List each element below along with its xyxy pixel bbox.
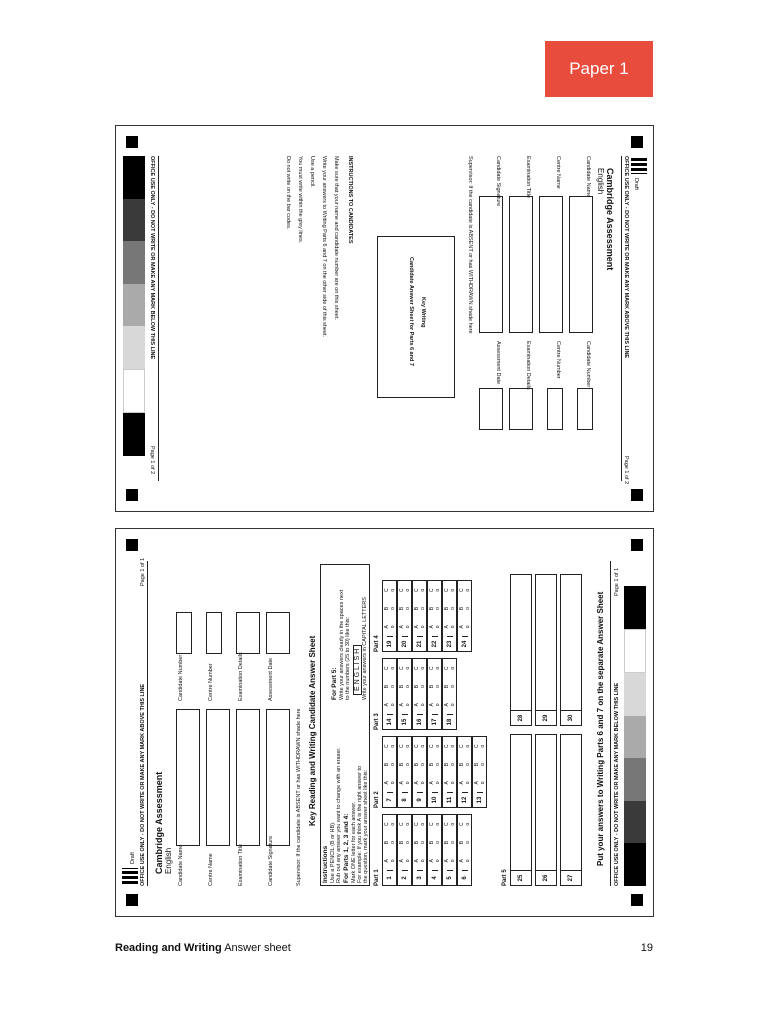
- answer-option-a[interactable]: A o: [398, 781, 411, 785]
- question-number: 7: [387, 792, 393, 807]
- supervisor-note: Supervisor: If the candidate is ABSENT or has WITHDRAWN shade here: [467, 156, 473, 334]
- calibration-bar: [624, 629, 646, 674]
- footer-title: Reading and Writing: [115, 942, 222, 954]
- signature-label: Candidate Signature: [268, 835, 274, 886]
- parts-1234-text: Mark ONE letter for each answer.: [351, 801, 357, 883]
- answer-option-c[interactable]: C o: [383, 588, 396, 592]
- instructions-title: Instructions: [322, 845, 329, 883]
- answer-row: [442, 736, 457, 808]
- part5-row[interactable]: [560, 574, 582, 726]
- exam-details-field[interactable]: [509, 388, 533, 430]
- answer-option-b[interactable]: B o: [413, 684, 426, 689]
- answer-option-a[interactable]: A o: [413, 703, 426, 707]
- part5-title: For Part 5:: [331, 667, 338, 700]
- answer-row: [442, 814, 457, 886]
- part-3-label: Part 3: [374, 713, 380, 730]
- answer-row: [397, 736, 412, 808]
- parts-1234-text: For example: If you think A is the right answer to: [357, 765, 363, 883]
- answer-option-b[interactable]: B o: [443, 684, 456, 689]
- answer-row: [427, 658, 442, 730]
- answer-option-c[interactable]: C o: [383, 666, 396, 670]
- answer-option-c[interactable]: C o: [413, 666, 426, 670]
- answer-row: [457, 580, 472, 652]
- draft-label: Draft: [130, 852, 136, 864]
- answer-option-a[interactable]: A o: [398, 625, 411, 629]
- example-word: E N G L I S H: [353, 645, 362, 695]
- page-bottom: Page 1 of 1: [614, 567, 620, 596]
- question-number: 8: [402, 792, 408, 807]
- page-footer: [115, 942, 653, 954]
- answer-option-b[interactable]: B o: [458, 762, 471, 767]
- answer-option-b[interactable]: B o: [458, 840, 471, 845]
- exam-details-field[interactable]: [236, 612, 260, 654]
- answer-row: [382, 814, 397, 886]
- answer-row: [382, 580, 397, 652]
- part5-row[interactable]: [535, 574, 557, 726]
- answer-option-b[interactable]: B o: [383, 840, 396, 845]
- answer-option-c[interactable]: C o: [383, 744, 396, 748]
- brand-title: Cambridge Assessment: [154, 771, 164, 874]
- candidate-number-field[interactable]: [577, 388, 593, 430]
- page-of: Page 1 of 2: [623, 456, 629, 485]
- answer-option-a[interactable]: A o: [458, 781, 471, 785]
- answer-option-c[interactable]: C o: [398, 666, 411, 670]
- question-number: 18: [447, 714, 453, 729]
- answer-row: [412, 658, 427, 730]
- answer-option-c[interactable]: C o: [458, 744, 471, 748]
- centre-name-label: Centre Name: [208, 853, 214, 886]
- question-number: 23: [447, 636, 453, 651]
- candidate-number-label: Candidate Number: [585, 341, 591, 388]
- part5-row[interactable]: [560, 734, 582, 886]
- parts-1234-title: For Parts 1, 2, 3 and 4:: [343, 813, 350, 883]
- office-top-line: OFFICE USE ONLY - DO NOT WRITE OR MAKE ANY MARK ABOVE THIS LINE: [623, 156, 629, 359]
- centre-number-field[interactable]: [206, 612, 222, 654]
- answer-option-b[interactable]: B o: [413, 762, 426, 767]
- exam-details-label: Examination Details: [238, 652, 244, 701]
- part-2-label: Part 2: [374, 791, 380, 808]
- question-number: 3: [417, 870, 423, 885]
- answer-option-b[interactable]: B o: [473, 762, 486, 767]
- answer-row: [397, 658, 412, 730]
- question-number: 10: [432, 792, 438, 807]
- answer-option-c[interactable]: C o: [383, 822, 396, 826]
- assessment-date-label: Assessment Date: [495, 341, 501, 385]
- part-5-label: Part 5: [502, 869, 508, 886]
- calibration-bar: [624, 758, 646, 801]
- answer-option-a[interactable]: A o: [428, 703, 441, 707]
- answer-option-a[interactable]: A o: [428, 859, 441, 863]
- part5-text: Write your answers clearly in the spaces next: [339, 589, 345, 700]
- question-number: 20: [402, 636, 408, 651]
- answer-option-c[interactable]: C o: [443, 666, 456, 670]
- office-bottom-line: OFFICE USE ONLY - DO NOT WRITE OR MAKE ANY MARK BELOW THIS LINE: [614, 682, 620, 886]
- question-number: 13: [477, 792, 483, 807]
- question-number: 22: [432, 636, 438, 651]
- office-top-line: OFFICE USE ONLY - DO NOT WRITE OR MAKE ANY MARK ABOVE THIS LINE: [140, 683, 146, 886]
- answer-option-b[interactable]: B o: [398, 606, 411, 611]
- answer-row: [382, 736, 397, 808]
- question-number: 5: [447, 870, 453, 885]
- candidate-name-label: Candidate Name: [178, 844, 184, 886]
- centre-number-label: Centre Number: [555, 341, 561, 379]
- answer-option-b[interactable]: B o: [428, 840, 441, 845]
- answer-option-b[interactable]: B o: [443, 840, 456, 845]
- answer-row: [382, 658, 397, 730]
- answer-option-a[interactable]: A o: [413, 625, 426, 629]
- part5-row[interactable]: [510, 574, 532, 726]
- answer-option-a[interactable]: A o: [383, 781, 396, 785]
- assessment-date-field[interactable]: [266, 612, 290, 654]
- answer-row: [412, 814, 427, 886]
- exam-title-field[interactable]: [509, 196, 533, 333]
- part5-row[interactable]: [510, 734, 532, 886]
- part5-text: to the numbers (25 to 30) like this:: [345, 616, 351, 700]
- calibration-bar: [123, 326, 145, 369]
- centre-number-field[interactable]: [547, 388, 563, 430]
- answer-row: [457, 736, 472, 808]
- answer-option-a[interactable]: A o: [398, 703, 411, 707]
- question-number: 11: [447, 792, 453, 807]
- answer-option-c[interactable]: C o: [398, 744, 411, 748]
- question-number: 2: [402, 870, 408, 885]
- answer-option-a[interactable]: A o: [383, 859, 396, 863]
- exam-title-label: Examination Title: [238, 844, 244, 886]
- signature-field[interactable]: [479, 196, 503, 333]
- question-number: 4: [432, 870, 438, 885]
- office-bottom-line: OFFICE USE ONLY - DO NOT WRITE OR MAKE ANY MARK BELOW THIS LINE: [149, 156, 155, 360]
- answer-option-b[interactable]: B o: [383, 606, 396, 611]
- answer-option-b[interactable]: B o: [443, 606, 456, 611]
- calibration-bar: [123, 369, 145, 414]
- question-number: 28: [511, 710, 531, 725]
- page-bottom: Page 1 of 2: [149, 446, 155, 475]
- calibration-bar: [123, 413, 145, 456]
- instruction-1: Use a PENCIL (B or HB).: [330, 821, 336, 883]
- candidate-number-label: Candidate Number: [178, 654, 184, 701]
- question-number: 17: [432, 714, 438, 729]
- answer-option-c[interactable]: C o: [428, 666, 441, 670]
- question-number: 16: [417, 714, 423, 729]
- signature-label: Candidate Signature: [495, 156, 501, 207]
- answer-row: [457, 814, 472, 886]
- answer-option-c[interactable]: C o: [428, 588, 441, 592]
- answer-row: [412, 736, 427, 808]
- instruction-5: Do not write on the bar codes.: [285, 156, 291, 230]
- calibration-bar: [123, 284, 145, 327]
- answer-sheet-writing: [115, 125, 654, 512]
- answer-option-b[interactable]: B o: [413, 840, 426, 845]
- answer-option-a[interactable]: A o: [428, 625, 441, 629]
- part-4-label: Part 4: [374, 635, 380, 652]
- box-subtitle: Candidate Answer Sheet for Parts 6 and 7: [408, 257, 414, 366]
- instructions-box: [320, 564, 370, 886]
- answer-option-c[interactable]: C o: [398, 588, 411, 592]
- sheet-title: Key Reading and Writing Candidate Answer Sheet: [308, 635, 317, 826]
- answer-sheet-reading: [115, 528, 654, 917]
- question-number: 9: [417, 792, 423, 807]
- calibration-bar: [624, 801, 646, 844]
- parts-1234-text: the question, mark your answer sheet like this:: [363, 769, 369, 883]
- centre-number-label: Centre Number: [208, 663, 214, 701]
- question-number: 27: [561, 870, 581, 885]
- answer-row: [442, 658, 457, 730]
- answer-option-a[interactable]: A o: [443, 625, 456, 629]
- answer-option-a[interactable]: A o: [473, 781, 486, 785]
- answer-option-b[interactable]: B o: [383, 684, 396, 689]
- capital-letters-note: Write your answers in CAPITAL LETTERS: [362, 597, 368, 700]
- answer-option-c[interactable]: C o: [443, 822, 456, 826]
- instruction-3: Use a pencil.: [309, 156, 315, 188]
- answer-option-b[interactable]: B o: [413, 606, 426, 611]
- answer-option-b[interactable]: B o: [428, 606, 441, 611]
- answer-option-c[interactable]: C o: [413, 588, 426, 592]
- instruction-2: Rub out any answer you want to change with an eraser.: [336, 747, 342, 883]
- footer-subtitle: Answer sheet: [224, 942, 291, 954]
- answer-option-a[interactable]: A o: [398, 859, 411, 863]
- candidate-name-field[interactable]: [176, 709, 200, 846]
- instruction-2: Write your answers to Writing Parts 6 and 7 on the other side of this sheet.: [321, 156, 327, 338]
- calibration-bar: [624, 716, 646, 759]
- assessment-date-field[interactable]: [479, 388, 503, 430]
- calibration-bar: [624, 586, 646, 629]
- answer-option-c[interactable]: C o: [473, 744, 486, 748]
- question-number: 26: [536, 870, 556, 885]
- brand-title: Cambridge Assessment: [605, 168, 615, 271]
- calibration-bar: [123, 241, 145, 284]
- question-number: 25: [511, 870, 531, 885]
- answer-option-c[interactable]: C o: [443, 588, 456, 592]
- question-number: 19: [387, 636, 393, 651]
- answer-option-a[interactable]: A o: [443, 781, 456, 785]
- answer-option-b[interactable]: B o: [428, 684, 441, 689]
- answer-option-a[interactable]: A o: [413, 781, 426, 785]
- title-box: [377, 236, 455, 398]
- candidate-name-label: Candidate Name: [585, 156, 591, 198]
- answer-option-c[interactable]: C o: [413, 744, 426, 748]
- answer-option-a[interactable]: A o: [413, 859, 426, 863]
- answer-option-c[interactable]: C o: [428, 822, 441, 826]
- qr-code-icon: [122, 868, 138, 884]
- answer-option-c[interactable]: C o: [428, 744, 441, 748]
- answer-option-c[interactable]: C o: [443, 744, 456, 748]
- answer-option-b[interactable]: B o: [383, 762, 396, 767]
- instruction-1: Make sure that your name and candidate number are on this sheet.: [333, 156, 339, 320]
- answer-option-a[interactable]: A o: [428, 781, 441, 785]
- answer-row: [397, 580, 412, 652]
- calibration-bar: [123, 199, 145, 242]
- exam-title-label: Examination Title: [525, 156, 531, 198]
- question-number: 21: [417, 636, 423, 651]
- instructions-title: INSTRUCTIONS TO CANDIDATES: [347, 156, 353, 244]
- answer-option-c[interactable]: C o: [458, 588, 471, 592]
- answer-option-a[interactable]: A o: [383, 703, 396, 707]
- question-number: 6: [462, 870, 468, 885]
- draft-label: Draft: [633, 178, 639, 190]
- answer-option-a[interactable]: A o: [443, 703, 456, 707]
- question-number: 1: [387, 870, 393, 885]
- centre-name-field[interactable]: [206, 709, 230, 846]
- assessment-date-label: Assessment Date: [268, 657, 274, 701]
- answer-option-b[interactable]: B o: [428, 762, 441, 767]
- answer-option-b[interactable]: B o: [458, 606, 471, 611]
- question-number: 30: [561, 710, 581, 725]
- calibration-bar: [624, 673, 646, 716]
- centre-name-field[interactable]: [539, 196, 563, 333]
- answer-option-b[interactable]: B o: [443, 762, 456, 767]
- paper-tab: Paper 1: [545, 41, 653, 97]
- answer-option-c[interactable]: C o: [413, 822, 426, 826]
- question-number: 29: [536, 710, 556, 725]
- answer-option-b[interactable]: B o: [398, 684, 411, 689]
- brand-subtitle: English: [164, 847, 173, 874]
- answer-option-c[interactable]: C o: [458, 822, 471, 826]
- signature-field[interactable]: [266, 709, 290, 846]
- answer-row: [412, 580, 427, 652]
- page-of: Page 1 of 1: [140, 557, 146, 586]
- exam-details-label: Examination Details: [525, 341, 531, 390]
- answer-option-c[interactable]: C o: [398, 822, 411, 826]
- put-answers-note: Put your answers to Writing Parts 6 and 7 on the separate Answer Sheet: [596, 591, 605, 866]
- answer-option-a[interactable]: A o: [458, 859, 471, 863]
- question-number: 15: [402, 714, 408, 729]
- centre-name-label: Centre Name: [555, 156, 561, 189]
- answer-row: [472, 736, 487, 808]
- answer-option-a[interactable]: A o: [458, 625, 471, 629]
- qr-code-icon: [631, 158, 647, 174]
- question-number: 14: [387, 714, 393, 729]
- part-1-label: Part 1: [374, 869, 380, 886]
- brand-subtitle: English: [596, 168, 605, 195]
- question-number: 12: [462, 792, 468, 807]
- answer-option-a[interactable]: A o: [383, 625, 396, 629]
- answer-option-a[interactable]: A o: [443, 859, 456, 863]
- supervisor-note: Supervisor: If the candidate is ABSENT or has WITHDRAWN shade here: [296, 708, 302, 886]
- box-title: Key Writing: [420, 297, 426, 328]
- calibration-bar: [624, 843, 646, 886]
- instruction-4: You must write within the grey lines.: [297, 156, 303, 244]
- question-number: 24: [462, 636, 468, 651]
- answer-option-b[interactable]: B o: [398, 840, 411, 845]
- exam-title-field[interactable]: [236, 709, 260, 846]
- answer-row: [442, 580, 457, 652]
- answer-row: [427, 736, 442, 808]
- candidate-name-field[interactable]: [569, 196, 593, 333]
- calibration-bar: [123, 156, 145, 199]
- page-number: 19: [640, 942, 653, 954]
- answer-row: [427, 814, 442, 886]
- answer-row: [397, 814, 412, 886]
- part5-row[interactable]: [535, 734, 557, 886]
- answer-row: [427, 580, 442, 652]
- candidate-number-field[interactable]: [176, 612, 192, 654]
- answer-option-b[interactable]: B o: [398, 762, 411, 767]
